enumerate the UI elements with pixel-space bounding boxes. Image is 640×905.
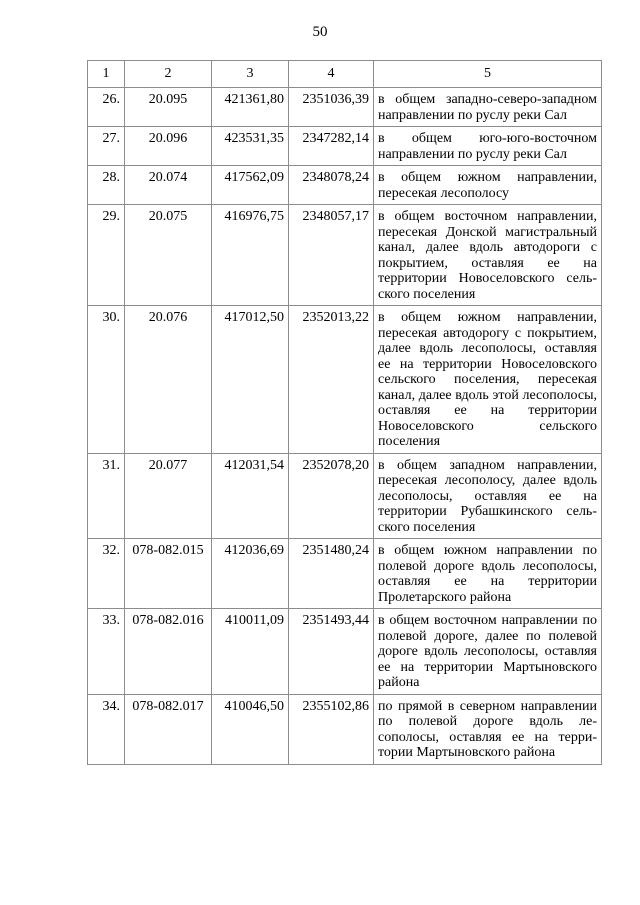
- table-header-row: [88, 61, 602, 88]
- point-code: 078-082.017: [125, 694, 212, 764]
- coordinate-x: 412036,69: [212, 539, 289, 609]
- row-number: 34.: [88, 694, 125, 764]
- point-code: 20.075: [125, 205, 212, 306]
- row-number: 26.: [88, 88, 125, 127]
- row-number: 27.: [88, 127, 125, 166]
- column-header: 4: [289, 61, 374, 88]
- boundary-description: в общем восточном направлении, пересекая Донской магистральный канал, далее вдоль автодороги с покрытием, оставляя ее на территории Новоселовского сельского поселения: [374, 205, 602, 306]
- row-number: 32.: [88, 539, 125, 609]
- table-row: [88, 205, 602, 306]
- row-number: 31.: [88, 453, 125, 539]
- row-number: 33.: [88, 609, 125, 695]
- boundary-description: в общем западно-северо-западном направлении по руслу реки Сал: [374, 88, 602, 127]
- point-code: 20.077: [125, 453, 212, 539]
- coordinate-y: 2348057,17: [289, 205, 374, 306]
- column-header: 1: [88, 61, 125, 88]
- table-row: [88, 88, 602, 127]
- point-code: 078-082.015: [125, 539, 212, 609]
- coordinate-x: 423531,35: [212, 127, 289, 166]
- row-number: 28.: [88, 166, 125, 205]
- page-number: 50: [312, 24, 328, 40]
- coordinate-y: 2352078,20: [289, 453, 374, 539]
- coordinate-y: 2347282,14: [289, 127, 374, 166]
- table-row: [88, 609, 602, 695]
- row-number: 30.: [88, 306, 125, 454]
- point-code: 20.076: [125, 306, 212, 454]
- boundary-description: в общем юго-юго-восточном направлении по руслу реки Сал: [374, 127, 602, 166]
- table-row: [88, 306, 602, 454]
- coordinate-x: 410011,09: [212, 609, 289, 695]
- row-number: 29.: [88, 205, 125, 306]
- table-row: [88, 539, 602, 609]
- coordinate-x: 410046,50: [212, 694, 289, 764]
- boundary-description: в общем южном направлении, пересекая автодорогу с покрытием, далее вдоль лесополосы, оставляя ее на территории Новоселовского сельского поселения, пересекая канал, далее вдоль этой лесополосы, оставляя ее на территории Новоселовского сельского поселения: [374, 306, 602, 454]
- coordinate-y: 2352013,22: [289, 306, 374, 454]
- boundary-points-table: [87, 60, 602, 765]
- table-row: [88, 453, 602, 539]
- point-code: 20.096: [125, 127, 212, 166]
- column-header: 5: [374, 61, 602, 88]
- column-header: 3: [212, 61, 289, 88]
- coordinate-y: 2348078,24: [289, 166, 374, 205]
- coordinate-x: 417562,09: [212, 166, 289, 205]
- table-row: [88, 694, 602, 764]
- table-row: [88, 166, 602, 205]
- coordinate-x: 417012,50: [212, 306, 289, 454]
- column-header: 2: [125, 61, 212, 88]
- boundary-description: в общем западном направлении, пересекая лесополосу, далее вдоль лесополосы, оставляя ее на территории Рубашкинского сельского поселения: [374, 453, 602, 539]
- boundary-description: в общем восточном направлении по полевой дороге, далее по полевой дороге вдоль лесополосы, оставляя ее на территории Мартыновского района: [374, 609, 602, 695]
- table-row: [88, 127, 602, 166]
- coordinate-x: 421361,80: [212, 88, 289, 127]
- coordinate-x: 416976,75: [212, 205, 289, 306]
- point-code: 078-082.016: [125, 609, 212, 695]
- point-code: 20.095: [125, 88, 212, 127]
- coordinate-y: 2351036,39: [289, 88, 374, 127]
- boundary-description: в общем южном направлении по полевой дороге вдоль лесополосы, оставляя ее на территории Пролетарского района: [374, 539, 602, 609]
- point-code: 20.074: [125, 166, 212, 205]
- coordinate-y: 2355102,86: [289, 694, 374, 764]
- coordinate-y: 2351480,24: [289, 539, 374, 609]
- boundary-description: по прямой в северном направлении по полевой дороге вдоль лесополосы, оставляя ее на территории Мартыновского района: [374, 694, 602, 764]
- coordinate-y: 2351493,44: [289, 609, 374, 695]
- coordinate-x: 412031,54: [212, 453, 289, 539]
- boundary-description: в общем южном направлении, пересекая лесополосу: [374, 166, 602, 205]
